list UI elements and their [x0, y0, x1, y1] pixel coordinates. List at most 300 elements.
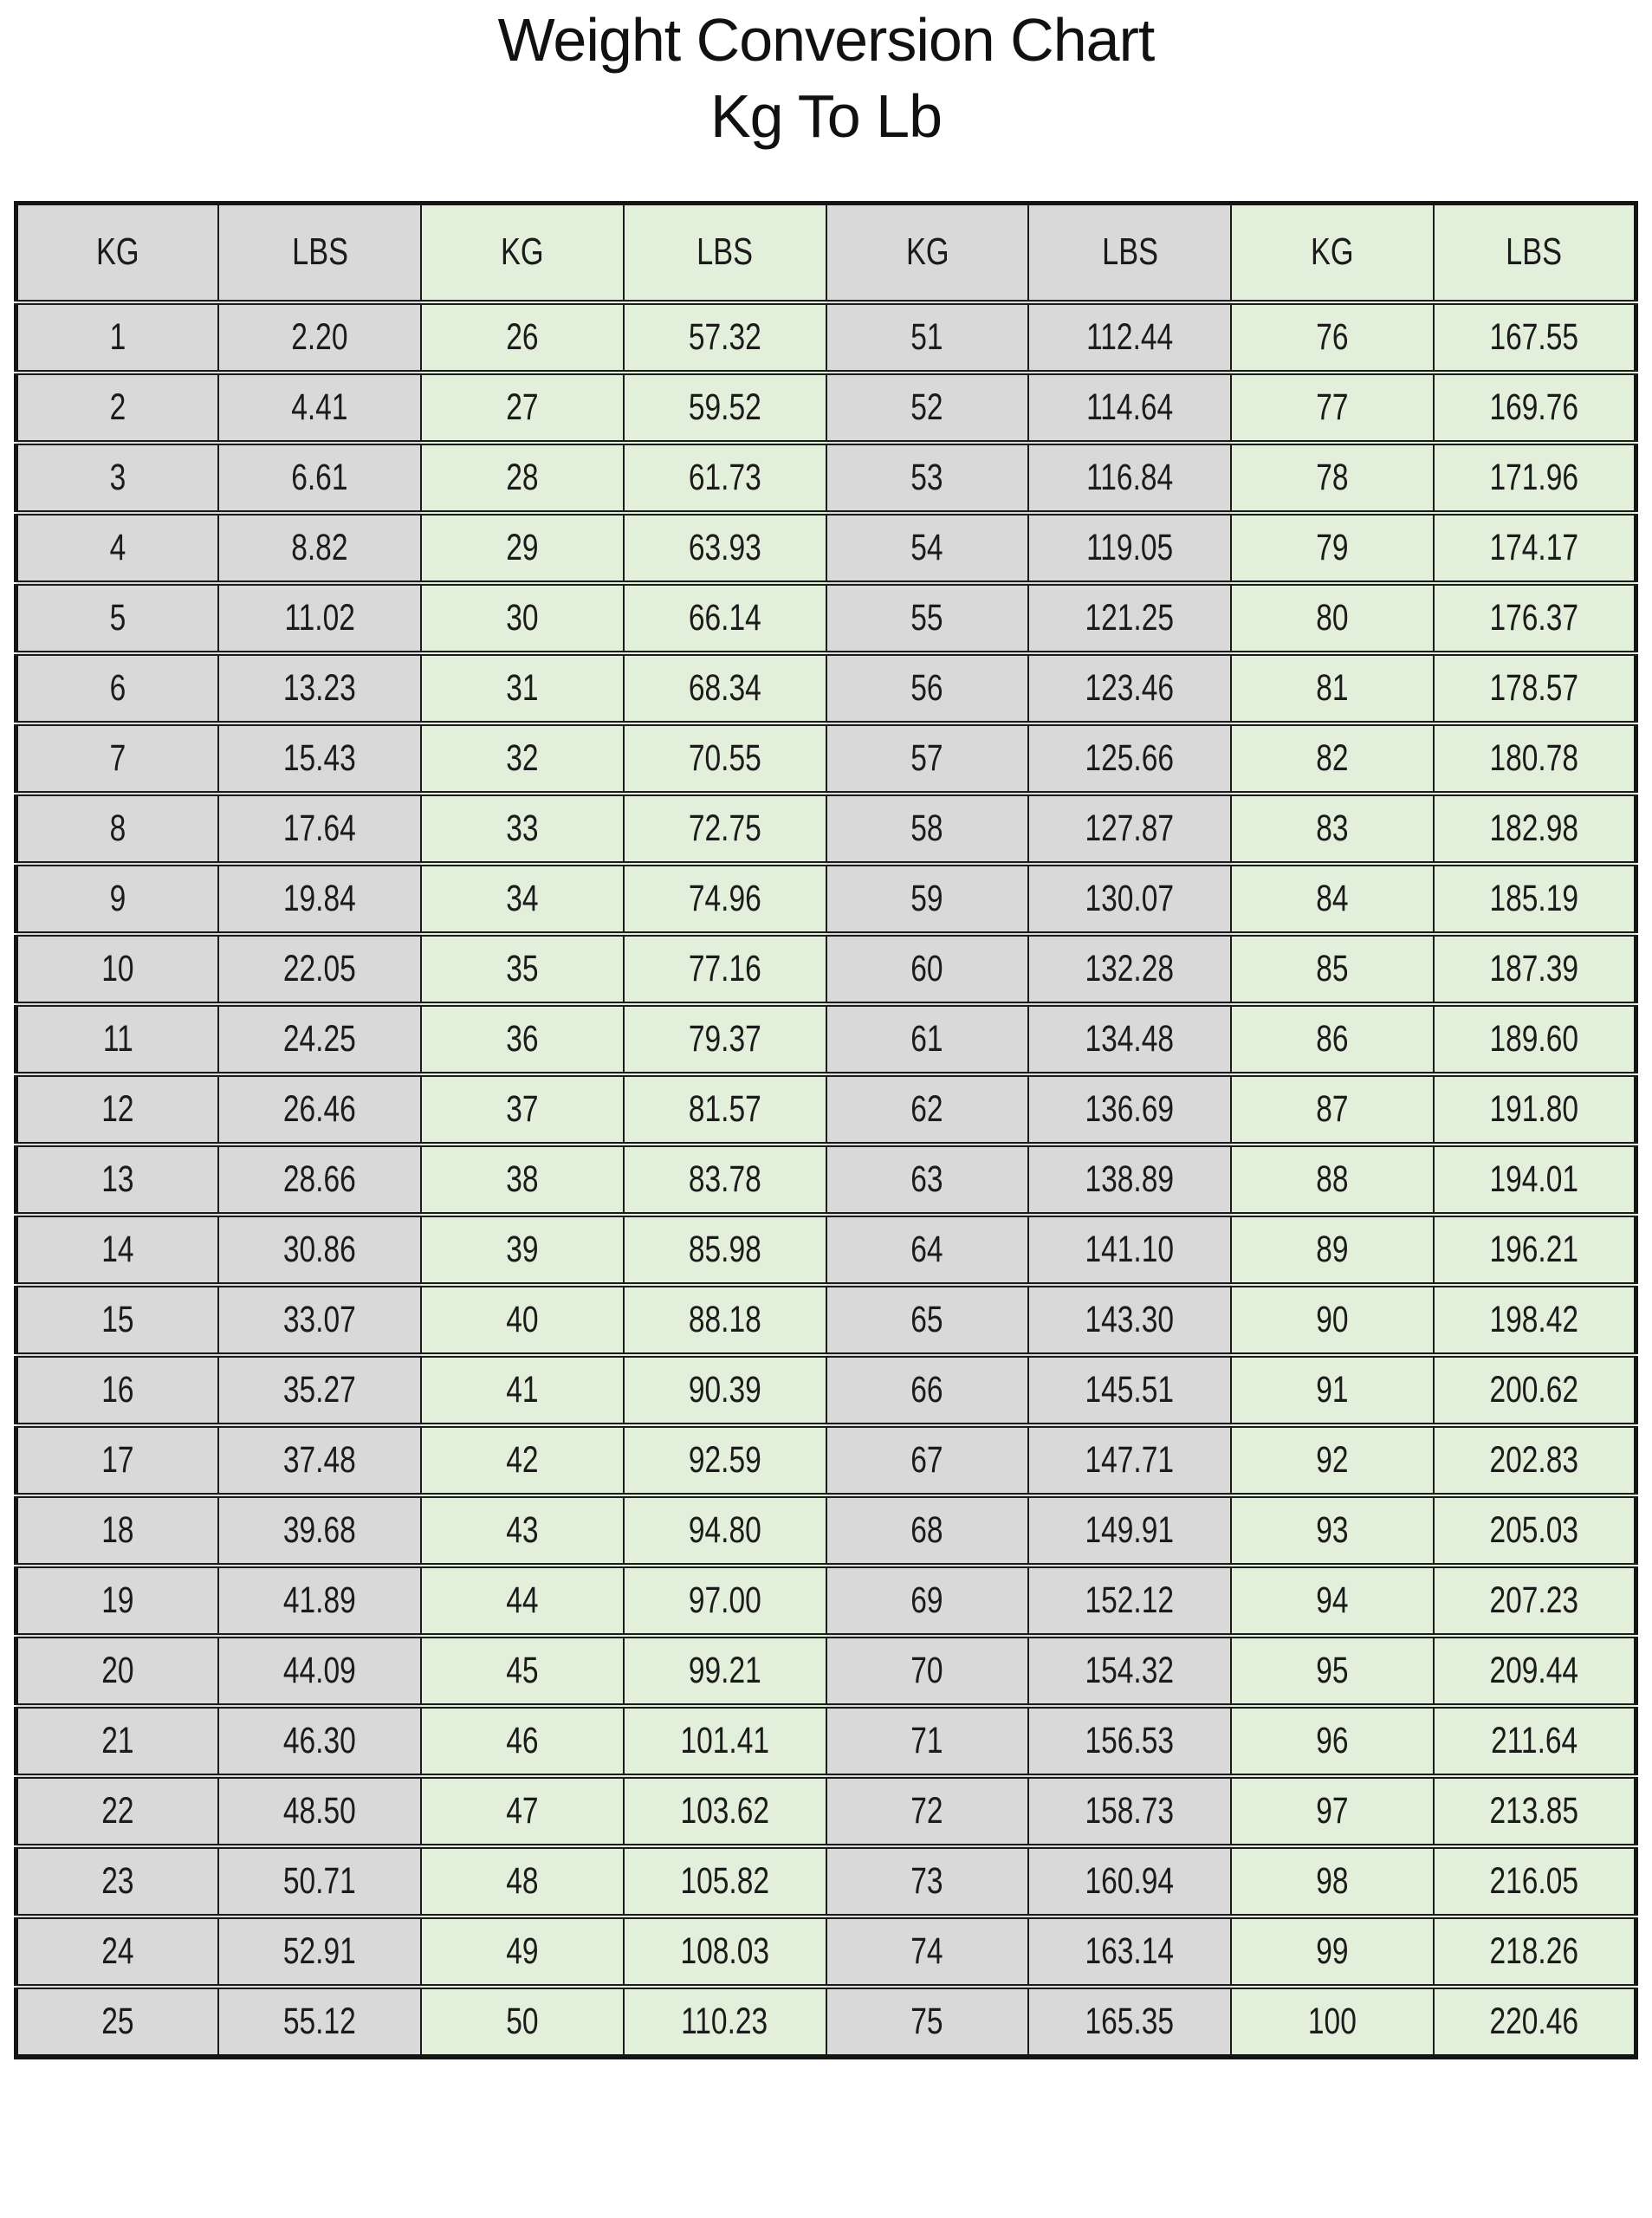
column-header-kg — [1231, 204, 1434, 302]
lbs-cell — [624, 934, 826, 1004]
cell-value: 13 — [101, 1158, 134, 1200]
kg-cell — [1231, 864, 1434, 934]
header-label: KG — [905, 230, 949, 274]
cell-value: 99.21 — [688, 1649, 761, 1691]
cell-value: 79.37 — [688, 1017, 761, 1060]
cell-value: 6.61 — [291, 456, 348, 498]
lbs-cell — [624, 1987, 826, 2057]
lbs-cell — [1434, 513, 1636, 583]
cell-value: 68 — [910, 1508, 944, 1551]
cell-value: 74.96 — [688, 877, 761, 919]
cell-value: 48.50 — [283, 1789, 357, 1832]
kg-cell — [16, 1776, 219, 1846]
cell-value: 163.14 — [1085, 1929, 1175, 1972]
cell-value: 6 — [109, 666, 126, 709]
cell-value: 76 — [1316, 315, 1349, 358]
cell-value: 94.80 — [688, 1508, 761, 1551]
kg-cell — [1231, 723, 1434, 794]
cell-value: 70 — [910, 1649, 944, 1691]
lbs-cell — [218, 1285, 421, 1355]
kg-cell — [1231, 513, 1434, 583]
table-row — [16, 1145, 1636, 1215]
lbs-cell — [624, 443, 826, 513]
header-label: LBS — [291, 230, 348, 274]
lbs-cell — [624, 1425, 826, 1495]
kg-cell — [826, 583, 1029, 653]
cell-value: 97 — [1316, 1789, 1349, 1832]
kg-cell — [1231, 1004, 1434, 1074]
lbs-cell — [218, 373, 421, 443]
cell-value: 37 — [506, 1087, 539, 1130]
cell-value: 108.03 — [680, 1929, 769, 1972]
cell-value: 39.68 — [283, 1508, 357, 1551]
cell-value: 191.80 — [1489, 1087, 1579, 1130]
cell-value: 34 — [506, 877, 539, 919]
cell-value: 152.12 — [1085, 1579, 1175, 1621]
cell-value: 24 — [101, 1929, 134, 1972]
lbs-cell — [1028, 302, 1231, 373]
cell-value: 3 — [109, 456, 126, 498]
cell-value: 100 — [1307, 2000, 1357, 2042]
lbs-cell — [1028, 794, 1231, 864]
cell-value: 17.64 — [283, 807, 357, 849]
table-head — [16, 204, 1636, 302]
kg-cell — [16, 1004, 219, 1074]
table-row — [16, 302, 1636, 373]
table-row — [16, 1355, 1636, 1425]
kg-cell — [16, 1074, 219, 1145]
kg-cell — [421, 723, 624, 794]
cell-value: 31 — [506, 666, 539, 709]
lbs-cell — [218, 1776, 421, 1846]
column-header-lbs — [1434, 204, 1636, 302]
lbs-cell — [1028, 513, 1231, 583]
kg-cell — [421, 934, 624, 1004]
cell-value: 97.00 — [688, 1579, 761, 1621]
cell-value: 42 — [506, 1438, 539, 1481]
kg-cell — [16, 443, 219, 513]
kg-cell — [421, 1004, 624, 1074]
cell-value: 99 — [1316, 1929, 1349, 1972]
cell-value: 92 — [1316, 1438, 1349, 1481]
lbs-cell — [624, 302, 826, 373]
kg-cell — [826, 1215, 1029, 1285]
table-row — [16, 1566, 1636, 1636]
cell-value: 35 — [506, 947, 539, 989]
cell-value: 90 — [1316, 1298, 1349, 1340]
cell-value: 27 — [506, 386, 539, 428]
lbs-cell — [1434, 1004, 1636, 1074]
table-row — [16, 1916, 1636, 1987]
cell-value: 47 — [506, 1789, 539, 1832]
kg-cell — [826, 1987, 1029, 2057]
kg-cell — [16, 1566, 219, 1636]
cell-value: 57 — [910, 736, 944, 779]
cell-value: 160.94 — [1085, 1859, 1175, 1902]
cell-value: 11 — [102, 1017, 133, 1060]
cell-value: 26.46 — [283, 1087, 357, 1130]
cell-value: 83.78 — [688, 1158, 761, 1200]
cell-value: 45 — [506, 1649, 539, 1691]
lbs-cell — [218, 1636, 421, 1706]
cell-value: 136.69 — [1085, 1087, 1175, 1130]
kg-cell — [1231, 302, 1434, 373]
kg-cell — [16, 513, 219, 583]
kg-cell — [826, 1846, 1029, 1916]
kg-cell — [16, 1916, 219, 1987]
kg-cell — [1231, 1215, 1434, 1285]
cell-value: 85.98 — [688, 1228, 761, 1270]
lbs-cell — [1434, 1425, 1636, 1495]
kg-cell — [826, 373, 1029, 443]
cell-value: 66 — [910, 1368, 944, 1411]
cell-value: 121.25 — [1085, 596, 1175, 639]
page-title — [0, 0, 1652, 154]
cell-value: 123.46 — [1085, 666, 1175, 709]
cell-value: 51 — [910, 315, 944, 358]
lbs-cell — [1028, 1145, 1231, 1215]
lbs-cell — [624, 1215, 826, 1285]
cell-value: 22 — [101, 1789, 134, 1832]
table-row — [16, 583, 1636, 653]
kg-cell — [1231, 1916, 1434, 1987]
kg-cell — [1231, 1495, 1434, 1566]
cell-value: 180.78 — [1489, 736, 1579, 779]
cell-value: 44.09 — [283, 1649, 357, 1691]
kg-cell — [421, 1566, 624, 1636]
kg-cell — [826, 1285, 1029, 1355]
kg-cell — [1231, 1074, 1434, 1145]
cell-value: 176.37 — [1489, 596, 1579, 639]
cell-value: 46.30 — [283, 1719, 357, 1761]
kg-cell — [1231, 1706, 1434, 1776]
kg-cell — [16, 934, 219, 1004]
kg-cell — [16, 653, 219, 723]
kg-cell — [826, 1706, 1029, 1776]
cell-value: 39 — [506, 1228, 539, 1270]
kg-cell — [421, 513, 624, 583]
cell-value: 81.57 — [688, 1087, 761, 1130]
kg-cell — [16, 794, 219, 864]
cell-value: 38 — [506, 1158, 539, 1200]
lbs-cell — [218, 1706, 421, 1776]
cell-value: 89 — [1316, 1228, 1349, 1270]
kg-cell — [421, 1846, 624, 1916]
kg-cell — [826, 1636, 1029, 1706]
lbs-cell — [1028, 1566, 1231, 1636]
cell-value: 82 — [1316, 736, 1349, 779]
cell-value: 29 — [506, 526, 539, 568]
lbs-cell — [624, 1636, 826, 1706]
lbs-cell — [1028, 583, 1231, 653]
lbs-cell — [1434, 1215, 1636, 1285]
table-row — [16, 1004, 1636, 1074]
lbs-cell — [1028, 1706, 1231, 1776]
table-row — [16, 794, 1636, 864]
cell-value: 127.87 — [1085, 807, 1175, 849]
cell-value: 54 — [910, 526, 944, 568]
column-header-kg — [16, 204, 219, 302]
cell-value: 95 — [1316, 1649, 1349, 1691]
cell-value: 149.91 — [1085, 1508, 1175, 1551]
header-label: KG — [501, 230, 544, 274]
kg-cell — [421, 1987, 624, 2057]
lbs-cell — [1434, 1074, 1636, 1145]
cell-value: 218.26 — [1489, 1929, 1579, 1972]
lbs-cell — [218, 1566, 421, 1636]
kg-cell — [16, 1425, 219, 1495]
table-row — [16, 1215, 1636, 1285]
header-label: KG — [96, 230, 139, 274]
cell-value: 57.32 — [688, 315, 761, 358]
kg-cell — [1231, 934, 1434, 1004]
cell-value: 62 — [910, 1087, 944, 1130]
cell-value: 17 — [101, 1438, 134, 1481]
cell-value: 61.73 — [688, 456, 761, 498]
lbs-cell — [1434, 1495, 1636, 1566]
lbs-cell — [624, 373, 826, 443]
cell-value: 185.19 — [1489, 877, 1579, 919]
cell-value: 134.48 — [1085, 1017, 1175, 1060]
lbs-cell — [218, 583, 421, 653]
kg-cell — [16, 583, 219, 653]
lbs-cell — [1434, 1916, 1636, 1987]
kg-cell — [421, 302, 624, 373]
column-header-lbs — [218, 204, 421, 302]
kg-cell — [826, 723, 1029, 794]
title-line-1: Weight Conversion Chart — [497, 6, 1155, 74]
lbs-cell — [624, 583, 826, 653]
lbs-cell — [1434, 583, 1636, 653]
lbs-cell — [218, 1916, 421, 1987]
cell-value: 21 — [101, 1719, 134, 1761]
cell-value: 2 — [109, 386, 126, 428]
cell-value: 169.76 — [1489, 386, 1579, 428]
column-header-lbs — [1028, 204, 1231, 302]
cell-value: 60 — [910, 947, 944, 989]
header-label: LBS — [1101, 230, 1158, 274]
cell-value: 165.35 — [1085, 2000, 1175, 2042]
lbs-cell — [624, 1145, 826, 1215]
kg-cell — [826, 443, 1029, 513]
cell-value: 91 — [1316, 1368, 1349, 1411]
lbs-cell — [1434, 373, 1636, 443]
lbs-cell — [218, 1145, 421, 1215]
header-row — [16, 204, 1636, 302]
cell-value: 50.71 — [283, 1859, 357, 1902]
cell-value: 202.83 — [1489, 1438, 1579, 1481]
cell-value: 66.14 — [688, 596, 761, 639]
table-row — [16, 653, 1636, 723]
cell-value: 132.28 — [1085, 947, 1175, 989]
cell-value: 37.48 — [283, 1438, 357, 1481]
lbs-cell — [1028, 723, 1231, 794]
kg-cell — [421, 1215, 624, 1285]
lbs-cell — [218, 864, 421, 934]
lbs-cell — [1434, 443, 1636, 513]
cell-value: 211.64 — [1490, 1719, 1577, 1761]
lbs-cell — [1028, 1215, 1231, 1285]
cell-value: 11.02 — [284, 596, 355, 639]
cell-value: 125.66 — [1085, 736, 1175, 779]
cell-value: 4 — [109, 526, 126, 568]
cell-value: 98 — [1316, 1859, 1349, 1902]
lbs-cell — [1434, 302, 1636, 373]
cell-value: 90.39 — [688, 1368, 761, 1411]
cell-value: 71 — [910, 1719, 944, 1761]
kg-cell — [421, 864, 624, 934]
lbs-cell — [1434, 1636, 1636, 1706]
table-row — [16, 1495, 1636, 1566]
lbs-cell — [218, 1987, 421, 2057]
cell-value: 33 — [506, 807, 539, 849]
lbs-cell — [624, 1846, 826, 1916]
kg-cell — [421, 583, 624, 653]
kg-cell — [1231, 583, 1434, 653]
lbs-cell — [624, 1566, 826, 1636]
table-row — [16, 1776, 1636, 1846]
cell-value: 85 — [1316, 947, 1349, 989]
kg-cell — [16, 1355, 219, 1425]
cell-value: 105.82 — [680, 1859, 769, 1902]
kg-cell — [826, 1355, 1029, 1425]
cell-value: 64 — [910, 1228, 944, 1270]
cell-value: 63 — [910, 1158, 944, 1200]
lbs-cell — [1434, 864, 1636, 934]
kg-cell — [16, 1285, 219, 1355]
cell-value: 112.44 — [1086, 315, 1174, 358]
lbs-cell — [218, 1846, 421, 1916]
cell-value: 30 — [506, 596, 539, 639]
lbs-cell — [1028, 1987, 1231, 2057]
kg-cell — [826, 1495, 1029, 1566]
lbs-cell — [624, 864, 826, 934]
cell-value: 75 — [910, 2000, 944, 2042]
kg-cell — [826, 653, 1029, 723]
lbs-cell — [218, 794, 421, 864]
cell-value: 30.86 — [283, 1228, 357, 1270]
cell-value: 209.44 — [1489, 1649, 1579, 1691]
cell-value: 52 — [910, 386, 944, 428]
header-label: KG — [1311, 230, 1354, 274]
lbs-cell — [1434, 1776, 1636, 1846]
cell-value: 59 — [910, 877, 944, 919]
lbs-cell — [624, 513, 826, 583]
lbs-cell — [624, 1495, 826, 1566]
cell-value: 116.84 — [1086, 456, 1174, 498]
lbs-cell — [1028, 1004, 1231, 1074]
lbs-cell — [1434, 1566, 1636, 1636]
lbs-cell — [1434, 1846, 1636, 1916]
table-row — [16, 1636, 1636, 1706]
lbs-cell — [1028, 1495, 1231, 1566]
cell-value: 196.21 — [1489, 1228, 1579, 1270]
cell-value: 63.93 — [688, 526, 761, 568]
kg-cell — [1231, 1987, 1434, 2057]
cell-value: 87 — [1316, 1087, 1349, 1130]
lbs-cell — [1434, 653, 1636, 723]
lbs-cell — [218, 443, 421, 513]
cell-value: 44 — [506, 1579, 539, 1621]
table-row — [16, 513, 1636, 583]
kg-cell — [16, 1145, 219, 1215]
cell-value: 49 — [506, 1929, 539, 1972]
kg-cell — [1231, 1776, 1434, 1846]
lbs-cell — [218, 302, 421, 373]
kg-cell — [1231, 443, 1434, 513]
cell-value: 43 — [506, 1508, 539, 1551]
cell-value: 48 — [506, 1859, 539, 1902]
cell-value: 167.55 — [1489, 315, 1579, 358]
table-row — [16, 1285, 1636, 1355]
lbs-cell — [624, 723, 826, 794]
lbs-cell — [1028, 373, 1231, 443]
cell-value: 22.05 — [283, 947, 357, 989]
conversion-table — [14, 201, 1638, 2059]
cell-value: 84 — [1316, 877, 1349, 919]
title-line-2: Kg To Lb — [709, 82, 943, 150]
table-row — [16, 1987, 1636, 2057]
table-row — [16, 864, 1636, 934]
header-label: LBS — [1506, 230, 1563, 274]
cell-value: 13.23 — [283, 666, 357, 709]
kg-cell — [421, 1425, 624, 1495]
kg-cell — [421, 1074, 624, 1145]
cell-value: 158.73 — [1085, 1789, 1175, 1832]
cell-value: 103.62 — [680, 1789, 769, 1832]
kg-cell — [421, 1355, 624, 1425]
kg-cell — [421, 653, 624, 723]
cell-value: 59.52 — [688, 386, 761, 428]
cell-value: 55 — [910, 596, 944, 639]
cell-value: 141.10 — [1085, 1228, 1175, 1270]
kg-cell — [826, 302, 1029, 373]
cell-value: 78 — [1316, 456, 1349, 498]
kg-cell — [1231, 1145, 1434, 1215]
cell-value: 93 — [1316, 1508, 1349, 1551]
lbs-cell — [1028, 653, 1231, 723]
cell-value: 207.23 — [1489, 1579, 1579, 1621]
table-row — [16, 934, 1636, 1004]
cell-value: 198.42 — [1489, 1298, 1579, 1340]
lbs-cell — [218, 1004, 421, 1074]
cell-value: 46 — [506, 1719, 539, 1761]
lbs-cell — [218, 723, 421, 794]
cell-value: 28 — [506, 456, 539, 498]
table-row — [16, 1425, 1636, 1495]
kg-cell — [421, 1636, 624, 1706]
lbs-cell — [1028, 1355, 1231, 1425]
cell-value: 61 — [910, 1017, 944, 1060]
lbs-cell — [1028, 934, 1231, 1004]
cell-value: 53 — [910, 456, 944, 498]
cell-value: 28.66 — [283, 1158, 357, 1200]
kg-cell — [826, 1145, 1029, 1215]
kg-cell — [421, 794, 624, 864]
lbs-cell — [218, 1355, 421, 1425]
kg-cell — [421, 1776, 624, 1846]
cell-value: 5 — [109, 596, 126, 639]
lbs-cell — [1028, 1776, 1231, 1846]
lbs-cell — [624, 794, 826, 864]
cell-value: 216.05 — [1489, 1859, 1579, 1902]
cell-value: 88.18 — [688, 1298, 761, 1340]
column-header-lbs — [624, 204, 826, 302]
lbs-cell — [1028, 1074, 1231, 1145]
lbs-cell — [624, 1285, 826, 1355]
kg-cell — [421, 1706, 624, 1776]
column-header-kg — [421, 204, 624, 302]
